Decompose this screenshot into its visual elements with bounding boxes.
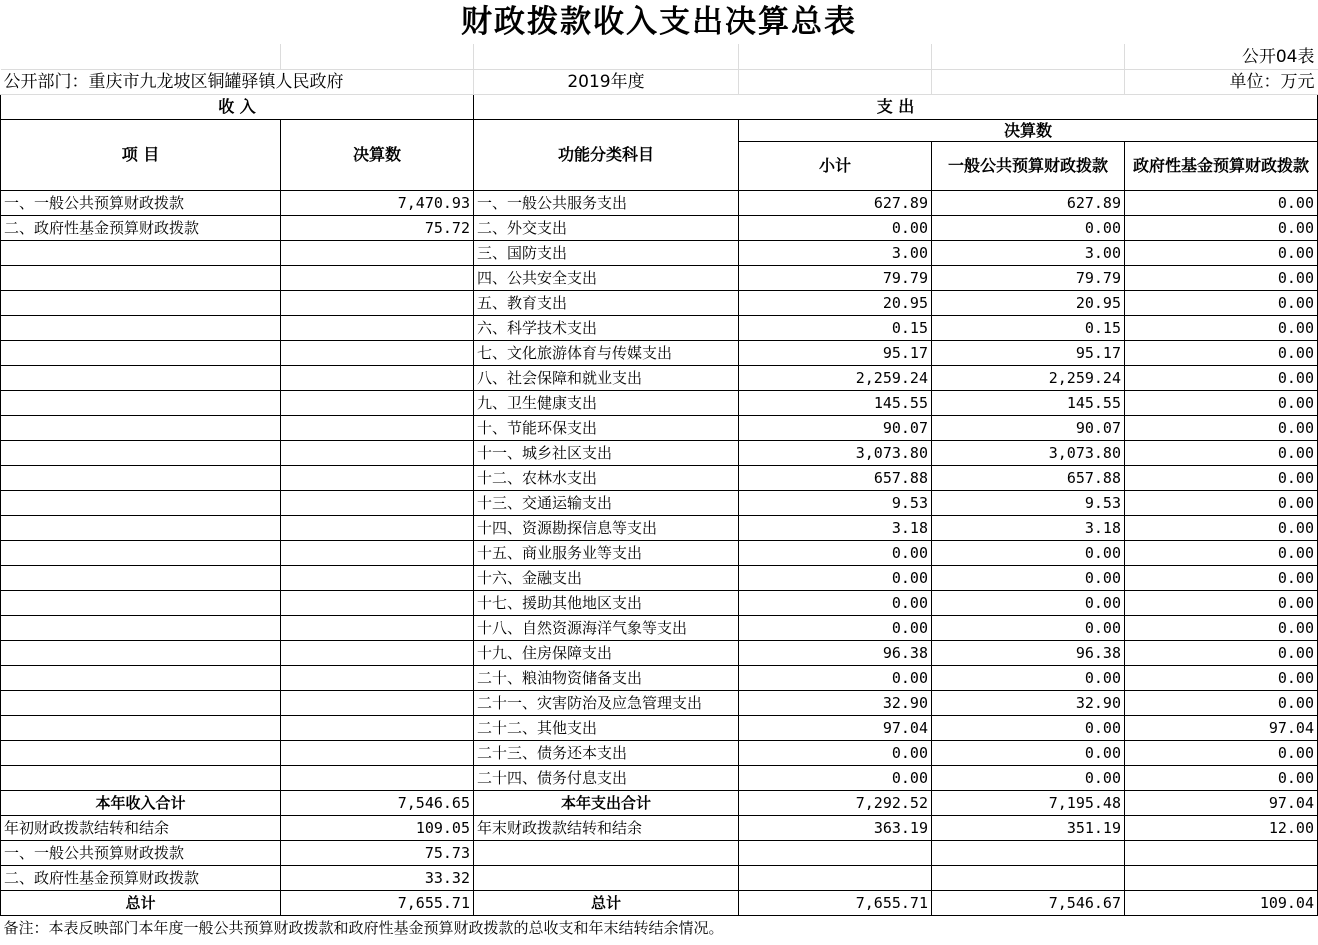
income-item[interactable] bbox=[1, 491, 281, 516]
expense-item[interactable]: 二十四、债务付息支出 bbox=[474, 766, 739, 791]
income-item[interactable] bbox=[1, 691, 281, 716]
expense-fund[interactable]: 0.00 bbox=[1125, 691, 1318, 716]
income-item[interactable] bbox=[1, 541, 281, 566]
income-amount[interactable] bbox=[281, 691, 474, 716]
table-row bbox=[1, 541, 1318, 566]
empty-cell[interactable] bbox=[1125, 841, 1318, 866]
income-item[interactable] bbox=[1, 416, 281, 441]
expense-subtotal[interactable]: 0.00 bbox=[739, 591, 932, 616]
expense-general[interactable]: 0.00 bbox=[932, 716, 1125, 741]
income-item[interactable] bbox=[1, 566, 281, 591]
expense-item[interactable]: 八、社会保障和就业支出 bbox=[474, 366, 739, 391]
empty-cell[interactable] bbox=[739, 44, 932, 70]
empty-cell[interactable] bbox=[739, 841, 932, 866]
income-item[interactable]: 一、一般公共预算财政拨款 bbox=[1, 191, 281, 216]
income-item[interactable] bbox=[1, 316, 281, 341]
expense-general[interactable]: 3,073.80 bbox=[932, 441, 1125, 466]
empty-cell[interactable] bbox=[1, 44, 281, 70]
year-total-row bbox=[1, 791, 1318, 816]
income-amount[interactable] bbox=[281, 591, 474, 616]
item-header[interactable]: 项 目 bbox=[1, 120, 281, 191]
expense-general[interactable]: 0.15 bbox=[932, 316, 1125, 341]
income-item[interactable] bbox=[1, 241, 281, 266]
year-expense-total-subtotal[interactable]: 7,292.52 bbox=[739, 791, 932, 816]
expense-subtotal[interactable]: 79.79 bbox=[739, 266, 932, 291]
expense-subtotal[interactable]: 0.00 bbox=[739, 766, 932, 791]
expense-subtotal[interactable]: 97.04 bbox=[739, 716, 932, 741]
empty-cell[interactable] bbox=[932, 44, 1125, 70]
income-item[interactable]: 二、政府性基金预算财政拨款 bbox=[1, 216, 281, 241]
expense-general[interactable]: 0.00 bbox=[932, 666, 1125, 691]
expense-item[interactable]: 十六、金融支出 bbox=[474, 566, 739, 591]
expense-subtotal[interactable]: 20.95 bbox=[739, 291, 932, 316]
income-amount-header[interactable]: 决算数 bbox=[281, 120, 474, 191]
expense-fund[interactable]: 0.00 bbox=[1125, 766, 1318, 791]
expense-subtotal[interactable]: 90.07 bbox=[739, 416, 932, 441]
expense-fund[interactable]: 0.00 bbox=[1125, 441, 1318, 466]
empty-cell[interactable] bbox=[932, 70, 1125, 95]
table-title: 财政拨款收入支出决算总表 bbox=[461, 4, 857, 40]
expense-fund[interactable]: 0.00 bbox=[1125, 641, 1318, 666]
expense-subtotal[interactable]: 627.89 bbox=[739, 191, 932, 216]
expense-general[interactable]: 90.07 bbox=[932, 416, 1125, 441]
expense-item[interactable]: 十八、自然资源海洋气象等支出 bbox=[474, 616, 739, 641]
income-item[interactable] bbox=[1, 516, 281, 541]
subtotal-header[interactable]: 小计 bbox=[739, 142, 932, 191]
expense-general[interactable]: 3.18 bbox=[932, 516, 1125, 541]
expense-item[interactable]: 二十、粮油物资储备支出 bbox=[474, 666, 739, 691]
income-amount[interactable] bbox=[281, 316, 474, 341]
table-row bbox=[1, 316, 1318, 341]
table-row bbox=[1, 416, 1318, 441]
expense-fund[interactable]: 0.00 bbox=[1125, 616, 1318, 641]
table-row bbox=[1, 766, 1318, 791]
carryover-income-amount[interactable]: 109.05 bbox=[281, 816, 474, 841]
expense-fund[interactable]: 0.00 bbox=[1125, 466, 1318, 491]
carryover-fund-amount[interactable]: 33.32 bbox=[281, 866, 474, 891]
expense-general[interactable]: 20.95 bbox=[932, 291, 1125, 316]
expense-subtotal[interactable]: 0.00 bbox=[739, 616, 932, 641]
expense-subtotal[interactable]: 0.00 bbox=[739, 566, 932, 591]
expense-fund[interactable]: 0.00 bbox=[1125, 191, 1318, 216]
expense-subtotal[interactable]: 3.18 bbox=[739, 516, 932, 541]
expense-fund[interactable]: 0.00 bbox=[1125, 516, 1318, 541]
table-row bbox=[1, 341, 1318, 366]
department-label[interactable]: 公开部门：重庆市九龙坡区铜罐驿镇人民政府 bbox=[1, 70, 474, 95]
income-amount[interactable] bbox=[281, 341, 474, 366]
expense-fund[interactable]: 0.00 bbox=[1125, 666, 1318, 691]
expense-general[interactable]: 2,259.24 bbox=[932, 366, 1125, 391]
expense-fund[interactable]: 0.00 bbox=[1125, 266, 1318, 291]
year-income-total-amount[interactable]: 7,546.65 bbox=[281, 791, 474, 816]
table-row bbox=[1, 216, 1318, 241]
carryover-income-label[interactable]: 年初财政拨款结转和结余 bbox=[1, 816, 281, 841]
expense-subtotal[interactable]: 0.00 bbox=[739, 216, 932, 241]
expense-general[interactable]: 627.89 bbox=[932, 191, 1125, 216]
income-amount[interactable] bbox=[281, 366, 474, 391]
expense-item[interactable]: 十九、住房保障支出 bbox=[474, 641, 739, 666]
table-code[interactable]: 公开04表 bbox=[1125, 44, 1318, 70]
income-item[interactable] bbox=[1, 641, 281, 666]
function-category-header[interactable]: 功能分类科目 bbox=[474, 120, 739, 191]
grand-expense-total-label[interactable]: 总计 bbox=[474, 891, 739, 916]
income-amount[interactable] bbox=[281, 541, 474, 566]
expense-subtotal[interactable]: 3,073.80 bbox=[739, 441, 932, 466]
income-amount[interactable] bbox=[281, 466, 474, 491]
expense-fund[interactable]: 0.00 bbox=[1125, 241, 1318, 266]
table-row bbox=[1, 466, 1318, 491]
expense-fund[interactable]: 0.00 bbox=[1125, 291, 1318, 316]
table-row bbox=[1, 191, 1318, 216]
table-row bbox=[1, 566, 1318, 591]
gov-fund-header[interactable]: 政府性基金预算财政拨款 bbox=[1125, 142, 1318, 191]
expense-fund[interactable]: 97.04 bbox=[1125, 716, 1318, 741]
income-amount[interactable] bbox=[281, 716, 474, 741]
table-row bbox=[1, 266, 1318, 291]
expense-subtotal[interactable]: 657.88 bbox=[739, 466, 932, 491]
income-amount[interactable] bbox=[281, 741, 474, 766]
income-amount[interactable] bbox=[281, 391, 474, 416]
expense-item[interactable]: 二、外交支出 bbox=[474, 216, 739, 241]
income-amount[interactable] bbox=[281, 766, 474, 791]
expense-general[interactable]: 0.00 bbox=[932, 591, 1125, 616]
expense-subtotal[interactable]: 2,259.24 bbox=[739, 366, 932, 391]
income-amount[interactable] bbox=[281, 666, 474, 691]
expense-general[interactable]: 0.00 bbox=[932, 616, 1125, 641]
expense-subtotal[interactable]: 96.38 bbox=[739, 641, 932, 666]
carryover-fund-row bbox=[1, 866, 1318, 891]
income-amount[interactable]: 7,470.93 bbox=[281, 191, 474, 216]
general-budget-header[interactable]: 一般公共预算财政拨款 bbox=[932, 142, 1125, 191]
income-item[interactable] bbox=[1, 616, 281, 641]
expense-general[interactable]: 0.00 bbox=[932, 566, 1125, 591]
expense-fund[interactable]: 0.00 bbox=[1125, 416, 1318, 441]
grand-total-row bbox=[1, 891, 1318, 916]
expense-item[interactable]: 一、一般公共服务支出 bbox=[474, 191, 739, 216]
year-expense-total-fund[interactable]: 97.04 bbox=[1125, 791, 1318, 816]
income-item[interactable] bbox=[1, 291, 281, 316]
carryover-expense-general[interactable]: 351.19 bbox=[932, 816, 1125, 841]
empty-cell[interactable] bbox=[739, 70, 932, 95]
income-amount[interactable]: 75.72 bbox=[281, 216, 474, 241]
income-amount[interactable] bbox=[281, 516, 474, 541]
expense-item[interactable]: 十一、城乡社区支出 bbox=[474, 441, 739, 466]
expense-item[interactable]: 五、教育支出 bbox=[474, 291, 739, 316]
income-amount[interactable] bbox=[281, 641, 474, 666]
expense-fund[interactable]: 0.00 bbox=[1125, 216, 1318, 241]
expense-item[interactable]: 二十二、其他支出 bbox=[474, 716, 739, 741]
empty-cell[interactable] bbox=[474, 44, 739, 70]
income-item[interactable] bbox=[1, 716, 281, 741]
expense-fund[interactable]: 0.00 bbox=[1125, 491, 1318, 516]
carryover-expense-subtotal[interactable]: 363.19 bbox=[739, 816, 932, 841]
carryover-general-amount[interactable]: 75.73 bbox=[281, 841, 474, 866]
income-amount[interactable] bbox=[281, 441, 474, 466]
income-item[interactable] bbox=[1, 766, 281, 791]
carryover-general-row bbox=[1, 841, 1318, 866]
carryover-fund-label[interactable]: 二、政府性基金预算财政拨款 bbox=[1, 866, 281, 891]
expense-fund[interactable]: 0.00 bbox=[1125, 366, 1318, 391]
expense-subtotal[interactable]: 95.17 bbox=[739, 341, 932, 366]
expense-header[interactable]: 支 出 bbox=[474, 95, 1318, 120]
footnote: 备注：本表反映部门本年度一般公共预算财政拨款和政府性基金预算财政拨款的总收支和年末结转结余情况。 bbox=[3, 919, 724, 937]
income-amount[interactable] bbox=[281, 416, 474, 441]
income-amount[interactable] bbox=[281, 491, 474, 516]
table-row bbox=[1, 366, 1318, 391]
income-item[interactable] bbox=[1, 591, 281, 616]
income-item[interactable] bbox=[1, 391, 281, 416]
grand-expense-total-general[interactable]: 7,546.67 bbox=[932, 891, 1125, 916]
expense-subtotal[interactable]: 0.00 bbox=[739, 741, 932, 766]
table-row bbox=[1, 616, 1318, 641]
expense-item[interactable]: 六、科学技术支出 bbox=[474, 316, 739, 341]
expense-subtotal[interactable]: 9.53 bbox=[739, 491, 932, 516]
expense-fund[interactable]: 0.00 bbox=[1125, 541, 1318, 566]
expense-item[interactable]: 三、国防支出 bbox=[474, 241, 739, 266]
grand-income-total-label[interactable]: 总计 bbox=[1, 891, 281, 916]
income-amount[interactable] bbox=[281, 241, 474, 266]
expense-subtotal[interactable]: 0.00 bbox=[739, 666, 932, 691]
empty-cell[interactable] bbox=[932, 841, 1125, 866]
expense-item[interactable]: 十三、交通运输支出 bbox=[474, 491, 739, 516]
income-amount[interactable] bbox=[281, 616, 474, 641]
year-expense-total-label[interactable]: 本年支出合计 bbox=[474, 791, 739, 816]
grand-expense-total-fund[interactable]: 109.04 bbox=[1125, 891, 1318, 916]
unit-label[interactable]: 单位：万元 bbox=[1125, 70, 1318, 95]
expense-item[interactable]: 二十三、债务还本支出 bbox=[474, 741, 739, 766]
expense-fund[interactable]: 0.00 bbox=[1125, 741, 1318, 766]
table-row bbox=[1, 716, 1318, 741]
income-item[interactable] bbox=[1, 466, 281, 491]
fiscal-year[interactable]: 2019年度 bbox=[474, 70, 739, 95]
expense-general[interactable]: 3.00 bbox=[932, 241, 1125, 266]
year-income-total-label[interactable]: 本年收入合计 bbox=[1, 791, 281, 816]
carryover-expense-fund[interactable]: 12.00 bbox=[1125, 816, 1318, 841]
expense-general[interactable]: 96.38 bbox=[932, 641, 1125, 666]
expense-item[interactable]: 十、节能环保支出 bbox=[474, 416, 739, 441]
table-row bbox=[1, 516, 1318, 541]
grand-income-total-amount[interactable]: 7,655.71 bbox=[281, 891, 474, 916]
carryover-general-label[interactable]: 一、一般公共预算财政拨款 bbox=[1, 841, 281, 866]
expense-item[interactable]: 九、卫生健康支出 bbox=[474, 391, 739, 416]
empty-cell[interactable] bbox=[474, 841, 739, 866]
final-amount-header[interactable]: 决算数 bbox=[739, 120, 1318, 142]
table-row bbox=[1, 641, 1318, 666]
income-item[interactable] bbox=[1, 366, 281, 391]
expense-general[interactable]: 145.55 bbox=[932, 391, 1125, 416]
expense-general[interactable]: 0.00 bbox=[932, 541, 1125, 566]
table-row bbox=[1, 741, 1318, 766]
income-amount[interactable] bbox=[281, 266, 474, 291]
carryover-row bbox=[1, 816, 1318, 841]
expense-general[interactable]: 0.00 bbox=[932, 741, 1125, 766]
expense-general[interactable]: 79.79 bbox=[932, 266, 1125, 291]
table-row bbox=[1, 291, 1318, 316]
expense-fund[interactable]: 0.00 bbox=[1125, 391, 1318, 416]
expense-fund[interactable]: 0.00 bbox=[1125, 316, 1318, 341]
table-row bbox=[1, 591, 1318, 616]
income-amount[interactable] bbox=[281, 566, 474, 591]
expense-item[interactable]: 十五、商业服务业等支出 bbox=[474, 541, 739, 566]
expense-item[interactable]: 十七、援助其他地区支出 bbox=[474, 591, 739, 616]
table-row bbox=[1, 691, 1318, 716]
income-item[interactable] bbox=[1, 741, 281, 766]
table-row bbox=[1, 441, 1318, 466]
expense-item[interactable]: 二十一、灾害防治及应急管理支出 bbox=[474, 691, 739, 716]
expense-item[interactable]: 十二、农林水支出 bbox=[474, 466, 739, 491]
empty-cell[interactable] bbox=[1125, 866, 1318, 891]
income-item[interactable] bbox=[1, 341, 281, 366]
expense-item[interactable]: 七、文化旅游体育与传媒支出 bbox=[474, 341, 739, 366]
empty-cell[interactable] bbox=[281, 44, 474, 70]
expense-subtotal[interactable]: 0.15 bbox=[739, 316, 932, 341]
empty-cell[interactable] bbox=[474, 866, 739, 891]
expense-general[interactable]: 95.17 bbox=[932, 341, 1125, 366]
table-row bbox=[1, 491, 1318, 516]
expense-subtotal[interactable]: 3.00 bbox=[739, 241, 932, 266]
expense-general[interactable]: 9.53 bbox=[932, 491, 1125, 516]
carryover-expense-label[interactable]: 年末财政拨款结转和结余 bbox=[474, 816, 739, 841]
expense-general[interactable]: 0.00 bbox=[932, 216, 1125, 241]
expense-fund[interactable]: 0.00 bbox=[1125, 591, 1318, 616]
empty-cell[interactable] bbox=[932, 866, 1125, 891]
income-amount[interactable] bbox=[281, 291, 474, 316]
expense-general[interactable]: 0.00 bbox=[932, 766, 1125, 791]
expense-subtotal[interactable]: 0.00 bbox=[739, 541, 932, 566]
table-row bbox=[1, 241, 1318, 266]
expense-fund[interactable]: 0.00 bbox=[1125, 341, 1318, 366]
expense-general[interactable]: 32.90 bbox=[932, 691, 1125, 716]
empty-cell[interactable] bbox=[739, 866, 932, 891]
income-item[interactable] bbox=[1, 666, 281, 691]
expense-fund[interactable]: 0.00 bbox=[1125, 566, 1318, 591]
expense-subtotal[interactable]: 145.55 bbox=[739, 391, 932, 416]
grand-expense-total-subtotal[interactable]: 7,655.71 bbox=[739, 891, 932, 916]
expense-general[interactable]: 657.88 bbox=[932, 466, 1125, 491]
income-item[interactable] bbox=[1, 441, 281, 466]
income-header[interactable]: 收 入 bbox=[1, 95, 474, 120]
year-expense-total-general[interactable]: 7,195.48 bbox=[932, 791, 1125, 816]
expense-item[interactable]: 四、公共安全支出 bbox=[474, 266, 739, 291]
expense-subtotal[interactable]: 32.90 bbox=[739, 691, 932, 716]
table-row bbox=[1, 666, 1318, 691]
income-item[interactable] bbox=[1, 266, 281, 291]
table-row bbox=[1, 391, 1318, 416]
expense-item[interactable]: 十四、资源勘探信息等支出 bbox=[474, 516, 739, 541]
